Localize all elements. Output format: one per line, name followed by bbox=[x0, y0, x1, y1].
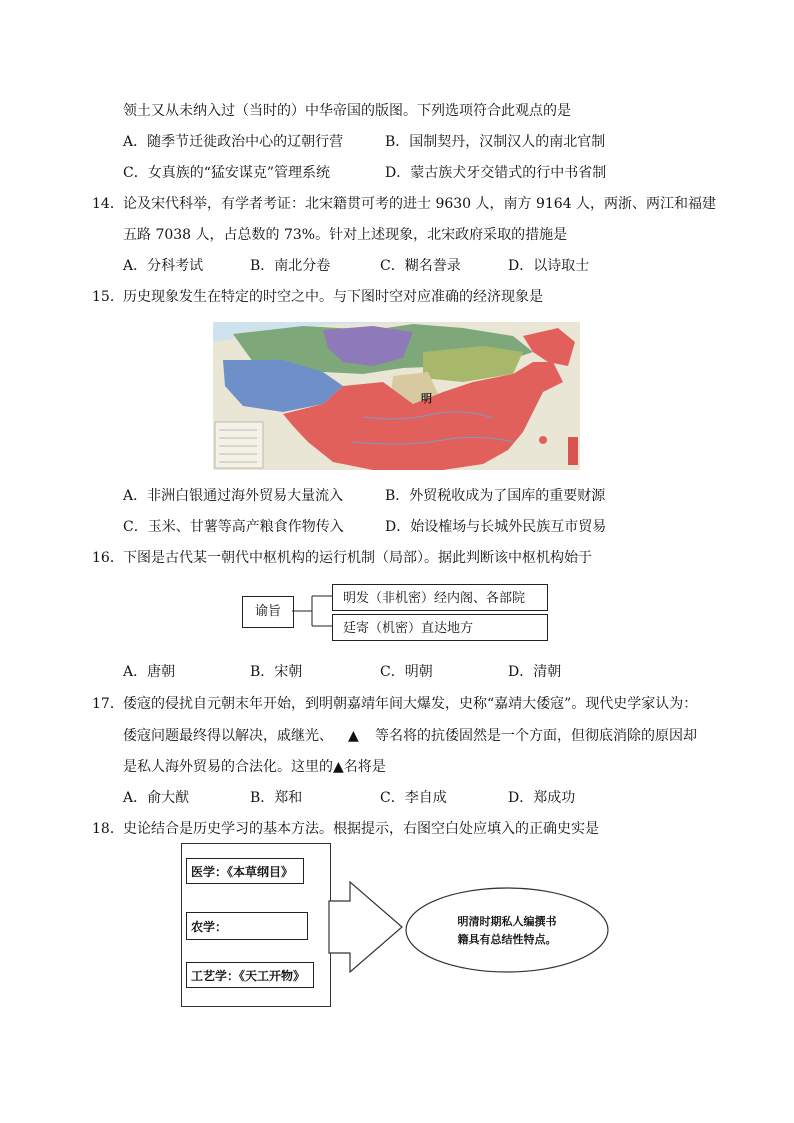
q15-option-d[interactable]: D．始设榷场与长城外民族互市贸易 bbox=[385, 519, 607, 535]
q15-option-c[interactable]: C．玉米、甘薯等高产粮食作物传入 bbox=[123, 519, 344, 535]
map-label-ming: 明 bbox=[421, 392, 432, 405]
q14-stem-line1: 论及宋代科举，有学者考证：北宋籍贯可考的进士 9630 人，南方 9164 人，两浙、两江和福建 bbox=[123, 196, 717, 212]
q13-option-a[interactable]: A．随季节迁徙政治中心的辽朝行营 bbox=[123, 134, 344, 150]
q15-option-a[interactable]: A．非洲白银通过海外贸易大量流入 bbox=[123, 488, 344, 504]
q14-stem-line2: 五路 7038 人，占总数的 73%。针对上述现象，北宋政府采取的措施是 bbox=[123, 227, 568, 243]
q13-option-b[interactable]: B．国制契丹，汉制汉人的南北官制 bbox=[385, 134, 606, 150]
q18-arrow-icon bbox=[328, 881, 404, 973]
q13-stem: 领土又从未纳入过（当时的）中华帝国的版图。下列选项符合此观点的是 bbox=[123, 103, 571, 119]
q16-option-b[interactable]: B．宋朝 bbox=[250, 664, 303, 680]
diagram-root-edict: 谕旨 bbox=[242, 596, 294, 628]
diagram-branch-public: 明发（非机密）经内阁、各部院 bbox=[332, 584, 548, 611]
q18-box-crafts: 工艺学：《天工开物》 bbox=[186, 962, 314, 988]
q17-stem-line2a: 倭寇问题最终得以解决，戚继光、 bbox=[123, 728, 333, 744]
diagram-connector bbox=[292, 584, 332, 630]
q17-option-c[interactable]: C．李自成 bbox=[380, 790, 447, 806]
q13-option-c[interactable]: C．女真族的“猛安谋克”管理系统 bbox=[123, 165, 331, 181]
q18-conclusion-text bbox=[404, 913, 610, 949]
q17-stem-line3: 是私人海外贸易的合法化。这里的▲名将是 bbox=[123, 759, 386, 775]
ming-dynasty-map bbox=[213, 322, 580, 470]
q14-option-c[interactable]: C．糊名誊录 bbox=[380, 258, 461, 274]
q17-stem-line1: 倭寇的侵扰自元朝末年开始，到明朝嘉靖年间大爆发，史称“嘉靖大倭寇”。现代史学家认为： bbox=[123, 696, 698, 712]
map-legend bbox=[215, 422, 263, 468]
q15-stem: 历史现象发生在特定的时空之中。与下图时空对应准确的经济现象是 bbox=[123, 289, 543, 305]
q17-option-d[interactable]: D．郑成功 bbox=[508, 790, 576, 806]
q15-option-b[interactable]: B．外贸税收成为了国库的重要财源 bbox=[385, 488, 606, 504]
q16-stem: 下图是古代某一朝代中枢机构的运行机制（局部）。据此判断该中枢机构始于 bbox=[123, 550, 592, 566]
q16-option-a[interactable]: A．唐朝 bbox=[123, 664, 176, 680]
q15-number: 15． bbox=[92, 289, 124, 305]
q18-number: 18． bbox=[92, 821, 124, 837]
q14-number: 14． bbox=[92, 196, 124, 212]
q13-option-d[interactable]: D．蒙古族犬牙交错式的行中书省制 bbox=[385, 165, 607, 181]
map-graphic bbox=[213, 322, 580, 470]
q17-blank-triangle: ▲ bbox=[348, 728, 359, 744]
diagram-branch-secret: 廷寄（机密）直达地方 bbox=[332, 614, 548, 641]
q16-option-d[interactable]: D．清朝 bbox=[508, 664, 562, 680]
q16-number: 16． bbox=[92, 550, 124, 566]
q18-stem: 史论结合是历史学习的基本方法。根据提示，右图空白处应填入的正确史实是 bbox=[123, 821, 599, 837]
q17-option-b[interactable]: B．郑和 bbox=[250, 790, 303, 806]
q17-number: 17． bbox=[92, 696, 124, 712]
q18-box-agriculture[interactable]: 农学： bbox=[186, 912, 308, 940]
q14-option-b[interactable]: B．南北分卷 bbox=[250, 258, 331, 274]
q14-option-a[interactable]: A．分科考试 bbox=[123, 258, 204, 274]
q17-stem-line2b: 等名将的抗倭固然是一个方面，但彻底消除的原因却 bbox=[375, 728, 697, 744]
q18-conclusion-line1: 明清时期私人编撰书 bbox=[457, 915, 557, 928]
q16-option-c[interactable]: C．明朝 bbox=[380, 664, 433, 680]
q17-option-a[interactable]: A．俞大猷 bbox=[123, 790, 190, 806]
q14-option-d[interactable]: D．以诗取士 bbox=[508, 258, 590, 274]
q18-conclusion-line2: 籍具有总结性特点。 bbox=[457, 933, 557, 946]
q18-box-medicine: 医学：《本草纲目》 bbox=[186, 858, 304, 884]
